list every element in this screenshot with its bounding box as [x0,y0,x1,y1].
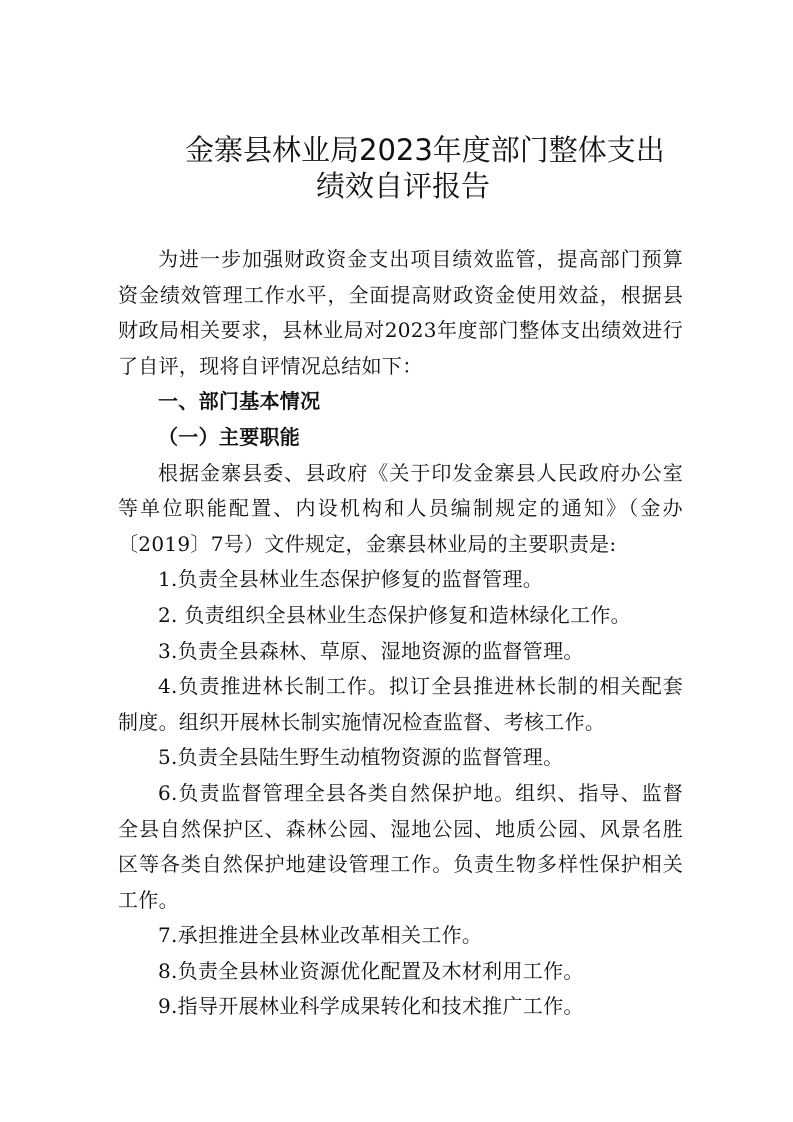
duty-item: 6.负责监督管理全县各类自然保护地。组织、指导、监督全县自然保护区、森林公园、湿地公园、地质公园、风景名胜区等各类自然保护地建设管理工作。负责生物多样性保护相关工作。 [118,780,683,912]
section-heading: 一、部门基本情况 [158,389,321,414]
duty-item: 8.负责全县林业资源优化配置及木材利用工作。 [158,958,584,983]
document-title-line2: 绩效自评报告 [316,169,491,203]
document-title-line1: 金寨县林业局2023年度部门整体支出 [185,133,665,167]
duty-item: 4.负责推进林长制工作。拟订全县推进林长制的相关配套制度。组织开展林长制实施情况检查监督、考核工作。 [118,674,683,734]
duty-item: 3.负责全县森林、草原、湿地资源的监督管理。 [158,638,584,663]
document-body [118,242,683,1025]
duty-item: 9.指导开展林业科学成果转化和技术推广工作。 [158,994,584,1019]
duty-item: 2. 负责组织全县林业生态保护修复和造林绿化工作。 [158,602,631,627]
duty-item: 5.负责全县陆生野生动植物资源的监督管理。 [158,745,564,770]
duty-item: 1.负责全县林业生态保护修复的监督管理。 [158,567,544,592]
subsection-heading: （一）主要职能 [158,424,301,449]
duty-item: 7.承担推进全县林业改革相关工作。 [158,923,483,948]
intro-paragraph: 为进一步加强财政资金支出项目绩效监管，提高部门预算资金绩效管理工作水平，全面提高财政资金使用效益，根据县财政局相关要求，县林业局对2023年度部门整体支出绩效进行了自评，现将自评情况总结如下： [118,247,683,378]
duties-lead-paragraph: 根据金寨县委、县政府《关于印发金寨县人民政府办公室等单位职能配置、内设机构和人员编制规定的通知》（金办〔2019〕7号）文件规定，金寨县林业局的主要职责是: [118,460,683,556]
